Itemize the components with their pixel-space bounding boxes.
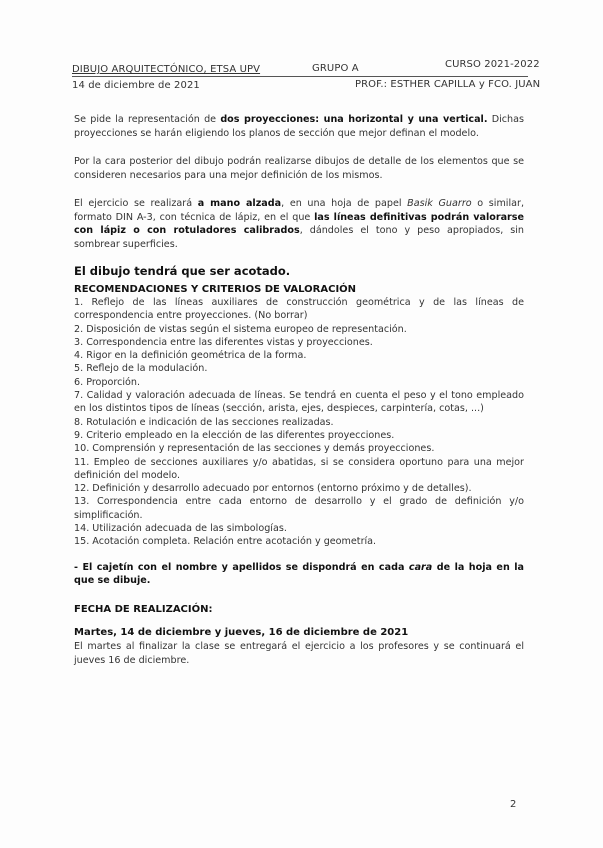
intro-p1-c: Dichas proyecciones se harán eligiendo los planos de sección que mejor definan el modelo.	[74, 114, 525, 139]
note-c: de la hoja en la que se dibuje.	[74, 562, 524, 586]
criteria-list	[74, 296, 524, 549]
intro-p3-g: , dándoles el tono y peso apropiados, sin sombrear superficies.	[74, 225, 524, 250]
criteria-item: 12. Definición y desarrollo adecuado por entornos (entorno próximo y de detalles).	[74, 483, 472, 495]
criteria-item: 10. Comprensión y representación de las secciones y demás proyecciones.	[74, 443, 435, 455]
criteria-heading: RECOMENDACIONES Y CRITERIOS DE VALORACIÓN	[74, 284, 357, 295]
fecha-heading: FECHA DE REALIZACIÓN:	[74, 604, 213, 615]
criteria-item: 9. Criterio empleado en la elección de las diferentes proyecciones.	[74, 429, 395, 441]
criteria-item: 14. Utilización adecuada de las simbologías.	[74, 523, 287, 535]
criteria-item: 1. Reflejo de las líneas auxiliares de construcción geométrica y de las líneas de correspondencia entre proyecciones. (No borrar)	[74, 297, 524, 322]
intro-p3-b: a mano alzada	[197, 198, 282, 209]
criteria-item: 2. Disposición de vistas según el sistema europeo de representación.	[74, 323, 407, 335]
criteria-item: 8. Rotulación e indicación de las secciones realizadas.	[74, 416, 334, 428]
criteria-item: 3. Correspondencia entre las diferentes vistas y proyecciones.	[74, 336, 373, 348]
intro-paragraph-2: Por la cara posterior del dibujo podrán realizarse dibujos de detalle de los elementos que se consideren necesarios para una mejor definición de los mismos.	[74, 156, 524, 181]
header-rule	[72, 76, 528, 77]
criteria-item: 13. Correspondencia entre cada entorno de desarrollo y el grado de definición y/o simplificación.	[74, 496, 524, 521]
intro-p3-c: , en una hoja de papel	[281, 198, 408, 209]
intro-p3-e: o similar, formato DIN A-3, con técnica de lápiz, en el que	[74, 198, 525, 223]
course-year: CURSO 2021-2022	[445, 59, 540, 70]
fecha-dates: Martes, 14 de diciembre y jueves, 16 de diciembre de 2021	[74, 627, 409, 638]
header-date: 14 de diciembre de 2021	[72, 80, 200, 91]
page-number: 2	[510, 799, 517, 810]
intro-p3-a: El ejercicio se realizará	[74, 198, 198, 209]
criteria-item: 15. Acotación completa. Relación entre acotación y geometría.	[74, 536, 377, 548]
criteria-item: 7. Calidad y valoración adecuada de líneas. Se tendrá en cuenta el peso y el tono empleado en los distintos tipos de líneas (sección, arista, ejes, despieces, carpintería, cotas, ...)	[74, 390, 524, 415]
course-title: DIBUJO ARQUITECTÓNICO, ETSA UPV	[72, 64, 261, 75]
criteria-item: 4. Rigor en la definición geométrica de la forma.	[74, 350, 307, 362]
intro-p3-f: las líneas definitivas podrán valorarse con lápiz o con rotuladores calibrados	[74, 211, 524, 237]
intro-p3-d: Basik Guarro	[407, 198, 472, 209]
note-b: cara	[408, 562, 433, 573]
note-a: - El cajetín con el nombre y apellidos se dispondrá en cada	[74, 562, 409, 573]
intro-p1-b: dos proyecciones: una horizontal y una vertical.	[220, 114, 488, 125]
acotado-heading: El dibujo tendrá que ser acotado.	[74, 264, 291, 278]
fecha-text: El martes al finalizar la clase se entregará el ejercicio a los profesores y se continuará el jueves 16 de diciembre.	[74, 641, 524, 666]
criteria-item: 11. Empleo de secciones auxiliares y/o abatidas, si se considera oportuno para una mejor definición del modelo.	[74, 456, 524, 481]
group-label: GRUPO A	[312, 63, 359, 74]
cajetin-note	[74, 561, 524, 587]
criteria-item: 5. Reflejo de la modulación.	[74, 363, 208, 375]
professors: PROF.: ESTHER CAPILLA y FCO. JUAN	[355, 79, 541, 90]
intro-paragraph-1	[74, 113, 524, 140]
criteria-item: 6. Proporción.	[74, 376, 141, 388]
intro-p1-a: Se pide la representación de	[74, 114, 221, 125]
intro-paragraph-3	[74, 197, 524, 251]
